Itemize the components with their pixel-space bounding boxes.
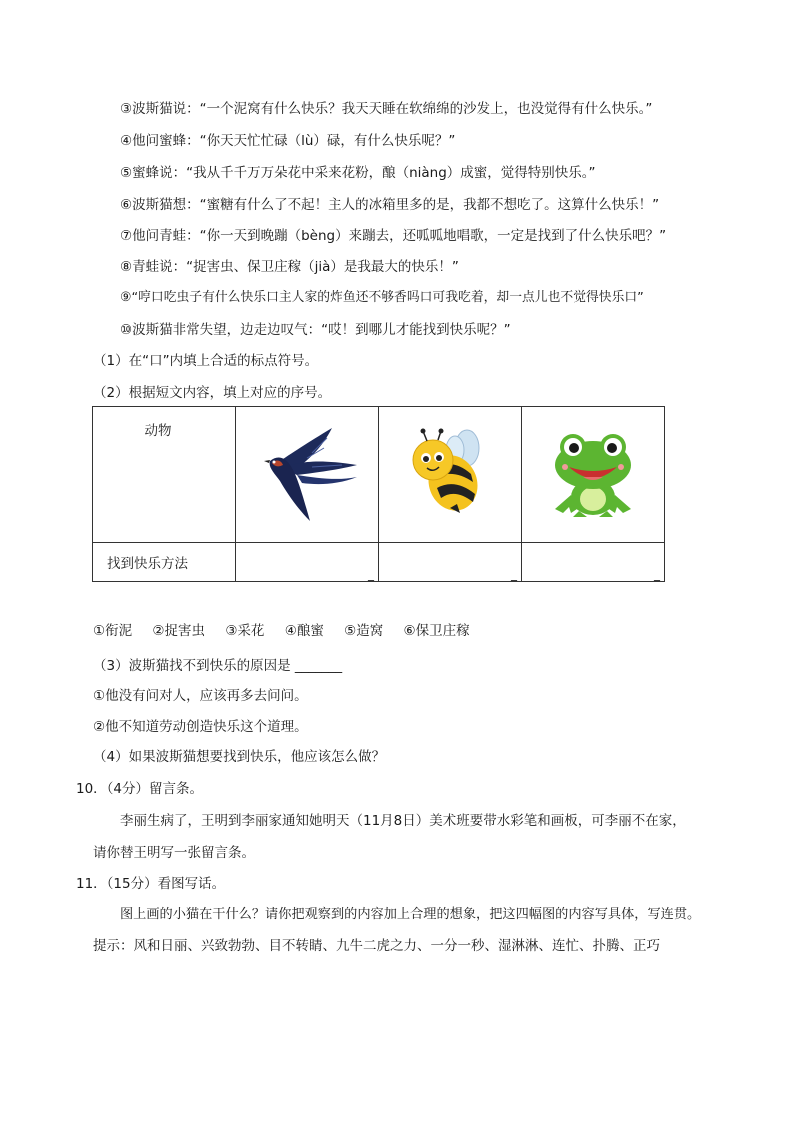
swallow-image — [236, 407, 379, 543]
question-2: （2）根据短文内容，填上对应的序号。 — [93, 385, 332, 401]
option-list — [93, 621, 486, 641]
story-line-6: ⑥波斯猫想：“蜜糖有什么了不起！主人的冰箱里多的是，我都不想吃了。这算什么快乐！” — [120, 197, 660, 213]
story-line-5: ⑤蜜蜂说：“我从千千万万朵花中采来花粉，酿（niàng）成蜜，觉得特别快乐。” — [120, 165, 596, 181]
header-animal: 动物 — [93, 407, 236, 543]
question-3-choice-1: ①他没有问对人，应该再多去问问。 — [93, 688, 308, 704]
question-10-body: 李丽生病了，王明到李丽家通知她明天（11月8日）美术班要带水彩笔和画板，可李丽不在家， — [120, 813, 686, 829]
story-line-7: ⑦他问青蛙：“你一天到晚蹦（bèng）来蹦去，还呱呱地唱歌，一定是找到了什么快乐吧？” — [120, 228, 667, 244]
frog-image — [522, 407, 665, 543]
answer-blank-bee[interactable]: _ — [379, 543, 522, 582]
question-1: （1）在“口”内填上合适的标点符号。 — [93, 353, 319, 369]
header-method: 找到快乐方法 — [93, 543, 236, 582]
question-3-choice-2: ②他不知道劳动创造快乐这个道理。 — [93, 719, 308, 735]
question-11-hint: 提示：风和日丽、兴致勃勃、目不转睛、九牛二虎之力、一分一秒、湿淋淋、连忙、扑腾、正巧 — [93, 938, 660, 954]
frog-icon — [543, 427, 643, 519]
story-line-9: ⑨“哼口吃虫子有什么快乐口主人家的炸鱼还不够香吗口可我吃着，却一点儿也不觉得快乐口” — [120, 290, 644, 305]
question-11-title: 11．（15分）看图写话。 — [76, 876, 226, 892]
animal-method-table — [92, 406, 665, 582]
story-line-8: ⑧青蛙说：“捉害虫、保卫庄稼（jià）是我最大的快乐！” — [120, 259, 459, 275]
question-10-body-cont: 请你替王明写一张留言条。 — [93, 845, 255, 861]
swallow-icon — [252, 423, 362, 523]
question-3: （3）波斯猫找不到快乐的原因是 _______ — [93, 658, 343, 674]
option-item: ⑥保卫庄稼 — [403, 623, 470, 639]
question-10-title: 10．（4分）留言条。 — [76, 781, 204, 797]
option-item: ②捉害虫 — [152, 623, 206, 639]
bee-image — [379, 407, 522, 543]
option-item: ⑤造窝 — [344, 623, 384, 639]
story-line-3: ③波斯猫说：“一个泥窝有什么快乐？我天天睡在软绵绵的沙发上，也没觉得有什么快乐。” — [120, 101, 653, 117]
option-item: ④酿蜜 — [284, 623, 324, 639]
option-item: ③采花 — [225, 623, 265, 639]
answer-blank-swallow[interactable]: _ — [236, 543, 379, 582]
answer-blank-frog[interactable]: _ — [522, 543, 665, 582]
option-item: ①衔泥 — [93, 623, 133, 639]
bee-icon — [405, 428, 495, 518]
question-11-body: 图上画的小猫在干什么？请你把观察到的内容加上合理的想象，把这四幅图的内容写具体，写连贯。 — [120, 907, 701, 922]
question-4: （4）如果波斯猫想要找到快乐，他应该怎么做？ — [93, 749, 386, 765]
story-line-10: ⑩波斯猫非常失望，边走边叹气：“哎！到哪儿才能找到快乐呢？” — [120, 322, 511, 338]
story-line-4: ④他问蜜蜂：“你天天忙忙碌（lù）碌，有什么快乐呢？” — [120, 133, 456, 149]
